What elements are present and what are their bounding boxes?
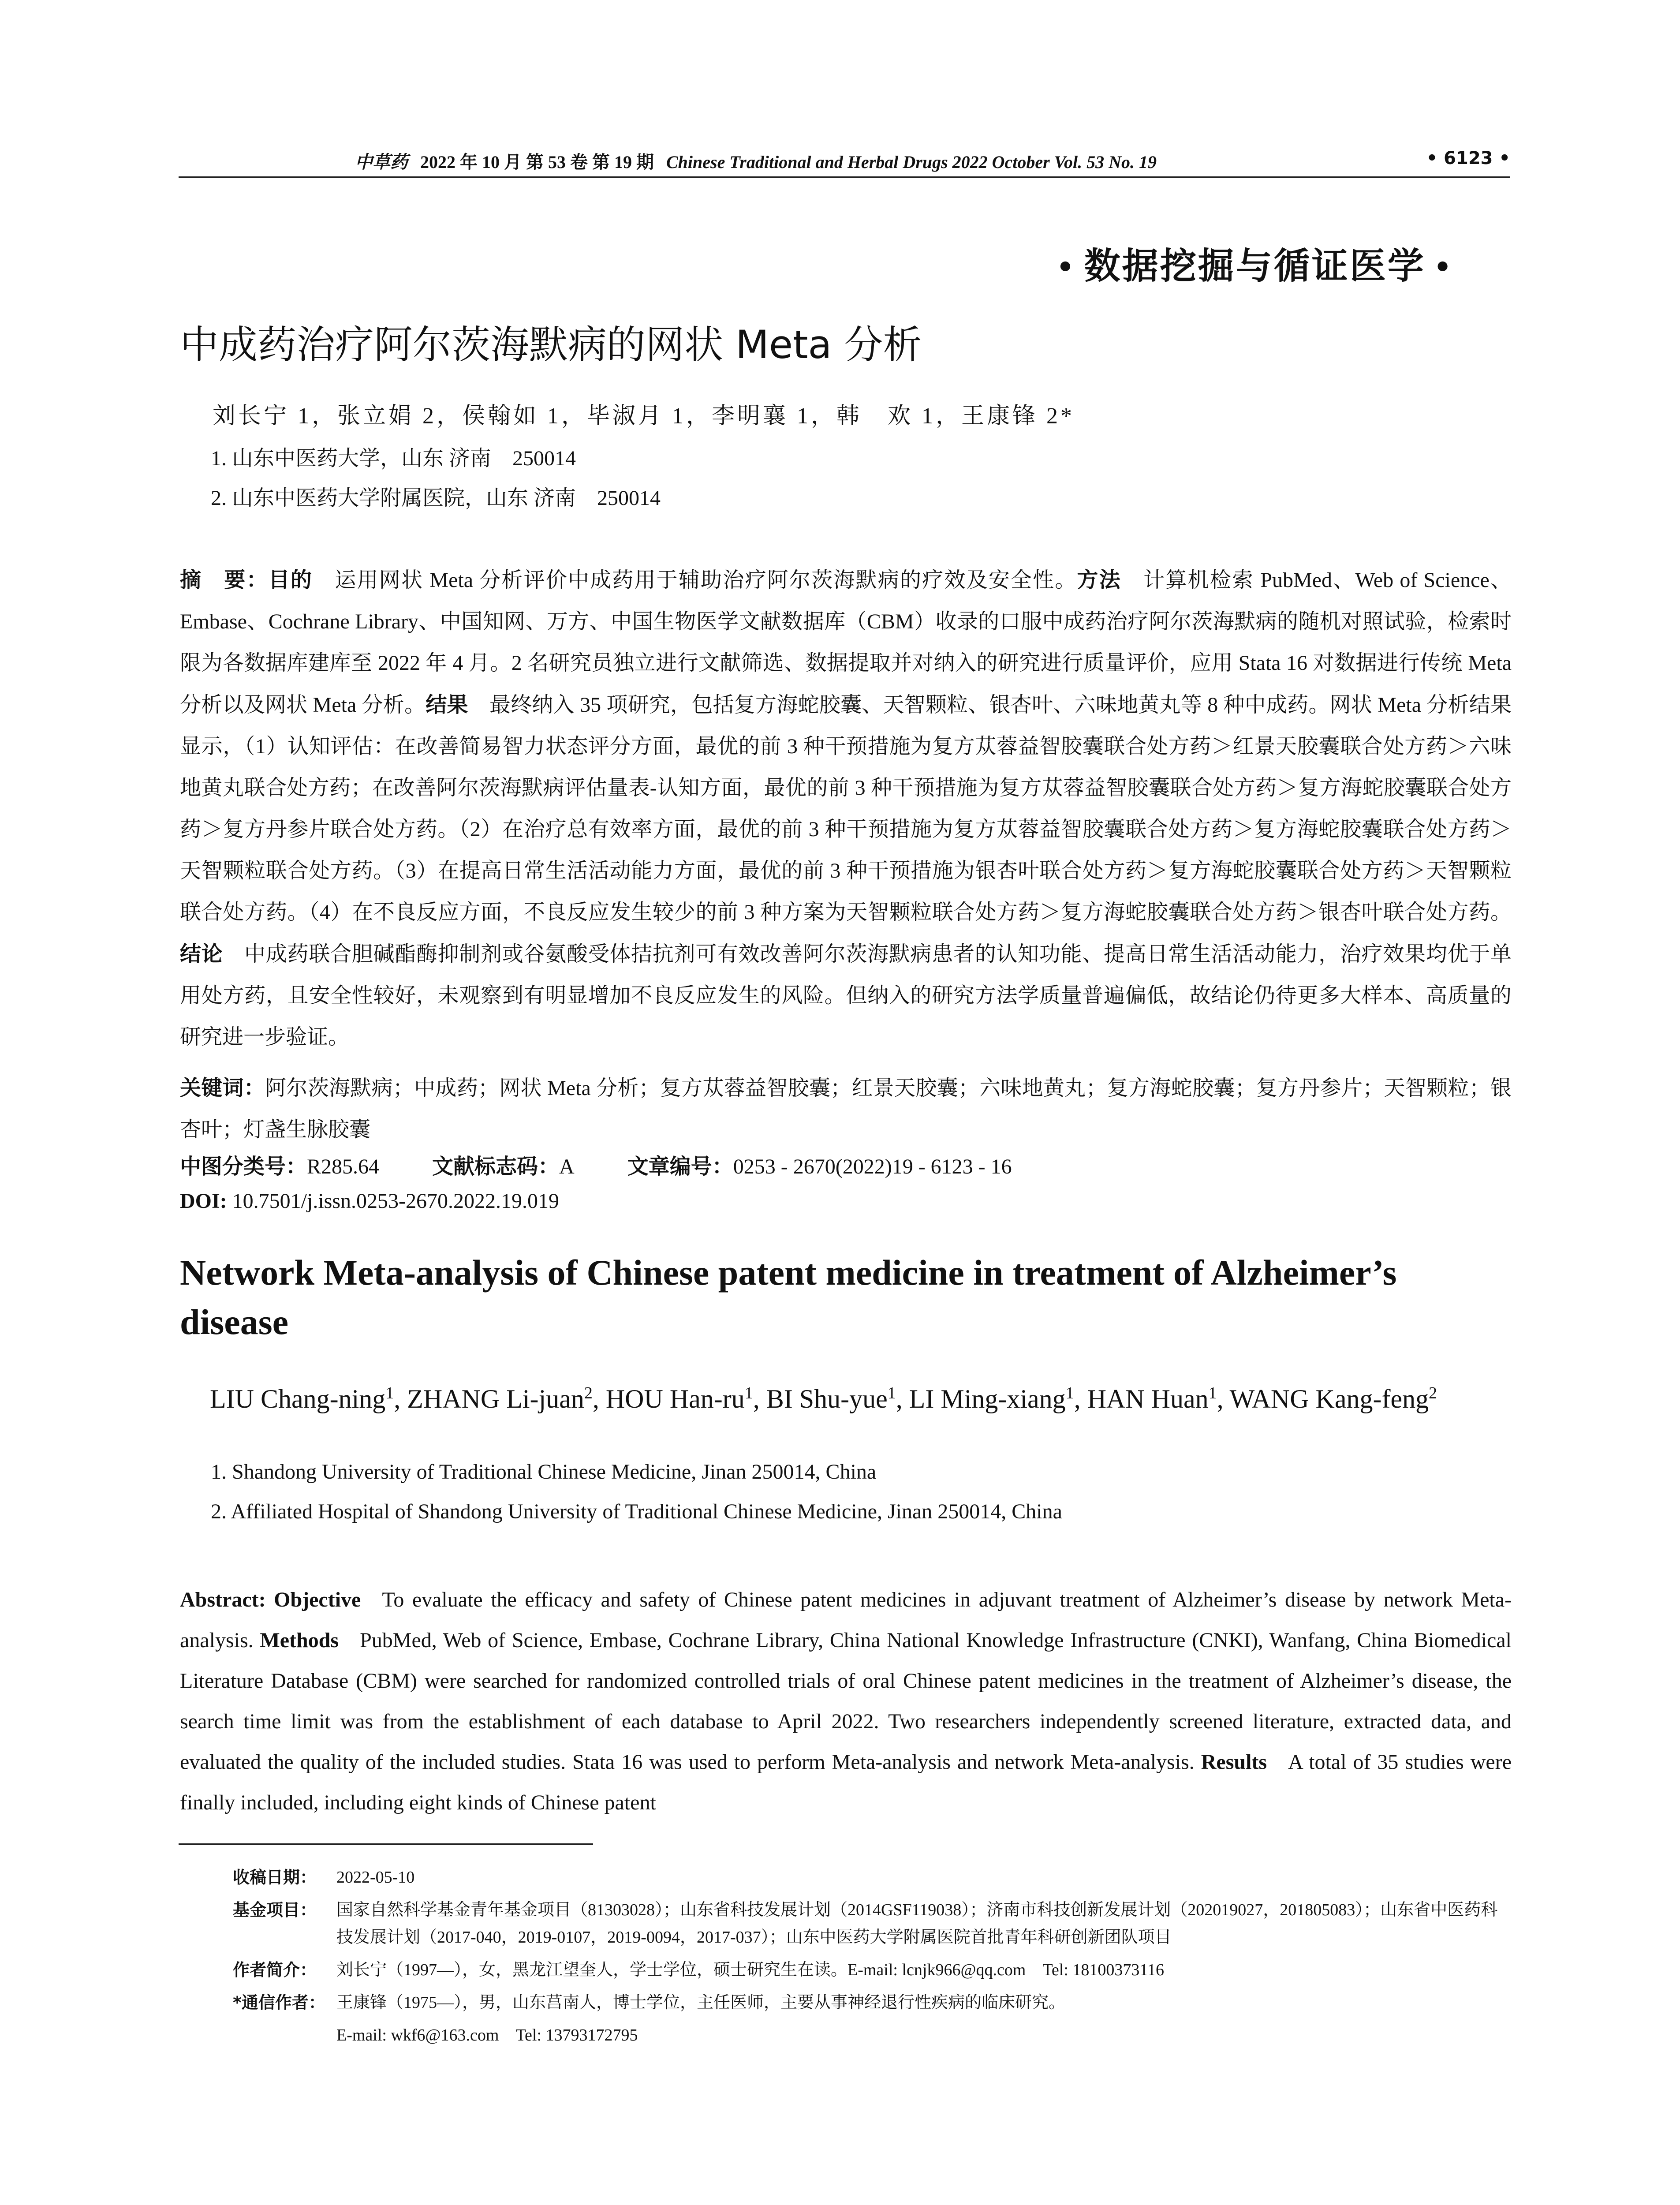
clc-label: 中图分类号：: [180, 1154, 307, 1179]
author-aff-mark: 1: [385, 1384, 394, 1402]
article-title-cn: 中成药治疗阿尔茨海默病的网状 Meta 分析: [180, 322, 922, 367]
journal-info-en: Chinese Traditional and Herbal Drugs 2022 October Vol. 53 No. 19: [666, 152, 1157, 172]
footnote-author-bio: [180, 1956, 1512, 1984]
doc-code-label: 文献标志码：: [432, 1154, 560, 1179]
conclusion-label-cn: 结论: [180, 942, 223, 966]
author-aff-mark: 1: [1208, 1384, 1217, 1402]
affiliation-cn-2: 2. 山东中医药大学附属医院，山东 济南 250014: [211, 486, 661, 510]
footnote-rule: [179, 1843, 593, 1845]
abstract-cn-label: 摘 要：: [180, 568, 269, 592]
results-label-cn: 结果: [426, 692, 468, 717]
keywords-text: 阿尔茨海默病；中成药；网状 Meta 分析；复方苁蓉益智胶囊；红景天胶囊；六味地黄丸；复方海蛇胶囊；复方丹参片；天智颗粒；银杏叶；灯盏生脉胶囊: [180, 1076, 1512, 1141]
methods-text-en: PubMed, Web of Science, Embase, Cochrane Library, China National Knowledge Infrastructure (CNKI), Wanfang, China Biomedical Literature Database (CBM) were searched for randomized controlled trials of oral Chinese patent medicines in the treatment of Alzheimer’s disease, the search time limit was from the establishment of each database to April 2022. Two researchers independently screened literature, extracted data, and evaluated the quality of the included studies. Stata 16 was used to perform Meta-analysis and network Meta-analysis.: [180, 1629, 1512, 1774]
author-aff-mark: 1: [744, 1384, 753, 1402]
objective-label-en: Objective: [274, 1588, 361, 1611]
author-aff-mark: 2: [1429, 1384, 1437, 1402]
author-en: LIU Chang-ning: [210, 1384, 386, 1413]
footnote-label: 收稿日期：: [233, 1868, 317, 1887]
footnotes: [180, 1864, 1512, 2054]
clc-value: R285.64: [307, 1155, 380, 1178]
affiliation-en-2: 2. Affiliated Hospital of Shandong University of Traditional Chinese Medicine, Jinan 250014, China: [211, 1500, 1062, 1523]
abstract-en-label: Abstract:: [180, 1588, 266, 1611]
footnote-label: *通信作者：: [233, 1993, 325, 2012]
affiliation-en-1: 1. Shandong University of Traditional Chinese Medicine, Jinan 250014, China: [211, 1460, 877, 1484]
classification-line: [180, 1149, 1012, 1180]
author-en: BI Shu-yue: [766, 1384, 888, 1413]
authors-cn: 刘长宁 1，张立娟 2，侯翰如 1，毕淑月 1，李明襄 1，韩 欢 1，王康锋 2*: [213, 404, 1075, 429]
running-header: [179, 140, 1510, 176]
footnote-label: 作者简介：: [233, 1960, 317, 1980]
author-en: WANG Kang-feng: [1229, 1384, 1429, 1413]
footnote-text: 王康锋（1975—），男，山东莒南人，博士学位，主任医师，主要从事神经退行性疾病的临床研究。: [336, 1993, 1066, 2012]
footnote-text: 刘长宁（1997—），女，黑龙江望奎人，学士学位，硕士研究生在读。E-mail: lcnjk966@qq.com Tel: 18100373116: [336, 1961, 1164, 1979]
running-header-left: [355, 148, 1157, 173]
author-aff-mark: 1: [1065, 1384, 1074, 1402]
issue-info-cn: 2022 年 10 月 第 53 卷 第 19 期: [420, 152, 654, 172]
author-en: ZHANG Li-juan: [407, 1384, 584, 1413]
article-number-label: 文章编号：: [627, 1154, 733, 1179]
results-text-en: A total of 35 studies were finally included, including eight kinds of Chinese patent: [180, 1750, 1512, 1814]
page-number: • 6123 •: [1426, 148, 1510, 168]
footnote-corresponding-contact: [180, 2022, 1512, 2049]
footnote-label: 基金项目：: [233, 1900, 317, 1920]
author-aff-mark: 1: [887, 1384, 896, 1402]
abstract-en: [180, 1580, 1512, 1823]
author-en: HAN Huan: [1087, 1384, 1209, 1413]
author-en: LI Ming-xiang: [909, 1384, 1066, 1413]
results-text-cn: 最终纳入 35 项研究，包括复方海蛇胶囊、天智颗粒、银杏叶、六味地黄丸等 8 种中成药。网状 Meta 分析结果显示，（1）认知评估：在改善简易智力状态评分方面，最优的前 3 种干预措施为复方苁蓉益智胶囊联合处方药＞红景天胶囊联合处方药＞六味地黄丸联合处方药；在改善阿尔茨海默病评估量表-认知方面，最优的前 3 种干预措施为复方苁蓉益智胶囊联合处方药＞复方海蛇胶囊联合处方药＞复方丹参片联合处方药。（2）在治疗总有效率方面，最优的前 3 种干预措施为复方苁蓉益智胶囊联合处方药＞复方海蛇胶囊联合处方药＞天智颗粒联合处方药。（3）在提高日常生活活动能力方面，最优的前 3 种干预措施为银杏叶联合处方药＞复方海蛇胶囊联合处方药＞天智颗粒联合处方药。（4）在不良反应方面，不良反应发生较少的前 3 种方案为天智颗粒联合处方药＞复方海蛇胶囊联合处方药＞银杏叶联合处方药。: [180, 693, 1512, 924]
objective-text-cn: 运用网状 Meta 分析评价中成药用于辅助治疗阿尔茨海默病的疗效及安全性。: [334, 568, 1077, 592]
footnote-received: [180, 1864, 1512, 1891]
author-en: HOU Han-ru: [605, 1384, 745, 1413]
objective-label-cn: 目的: [268, 568, 313, 592]
keywords-label: 关键词：: [180, 1076, 265, 1100]
doi-line: [180, 1189, 559, 1213]
abstract-cn: [180, 559, 1512, 1058]
methods-label-en: Methods: [260, 1629, 339, 1652]
conclusion-text-cn: 中成药联合胆碱酯酶抑制剂或谷氨酸受体拮抗剂可有效改善阿尔茨海默病患者的认知功能、提高日常生活活动能力，治疗效果均优于单用处方药，且安全性较好，未观察到有明显增加不良反应发生的风险。但纳入的研究方法学质量普遍偏低，故结论仍待更多大样本、高质量的研究进一步验证。: [180, 942, 1512, 1049]
footnote-text: 2022-05-10: [336, 1868, 415, 1887]
methods-label-cn: 方法: [1077, 568, 1121, 592]
doi-value: 10.7501/j.issn.0253-2670.2022.19.019: [232, 1189, 560, 1213]
footnote-text: 国家自然科学基金青年基金项目（81303028）；山东省科技发展计划（2014GSF119038）；济南市科技创新发展计划（202019027，201805083）；山东省中医药科技发展计划（2017-040，2019-0107，2019-0094，2017-037）；山东中医药大学附属医院首批青年科研创新团队项目: [336, 1901, 1498, 1947]
section-tag: • 数据挖掘与循证医学 •: [1059, 246, 1451, 286]
journal-name-cn: 中草药: [355, 152, 408, 172]
footnote-corresponding: [180, 1989, 1512, 2016]
keywords-cn: [180, 1067, 1512, 1151]
methods-text-cn: 计算机检索 PubMed、Web of Science、Embase、Cochrane Library、中国知网、万方、中国生物医学文献数据库（CBM）收录的口服中成药治疗阿尔茨海默病的随机对照试验，检索时限为各数据库建库至 2022 年 4 月。2 名研究员独立进行文献筛选、数据提取并对纳入的研究进行质量评价，应用 Stata 16 对数据进行传统 Meta 分析以及网状 Meta 分析。: [180, 568, 1512, 717]
header-rule: [179, 176, 1510, 178]
objective-text-en: To evaluate the efficacy and safety of Chinese patent medicines in adjuvant treatment of Alzheimer’s disease by network Meta-analysis.: [180, 1588, 1512, 1652]
results-label-en: Results: [1201, 1750, 1267, 1774]
doc-code-value: A: [559, 1155, 575, 1178]
footnote-text: E-mail: wkf6@163.com Tel: 13793172795: [336, 2026, 638, 2044]
article-number-value: 0253 - 2670(2022)19 - 6123 - 16: [733, 1155, 1012, 1178]
article-title-en: Network Meta-analysis of Chinese patent medicine in treatment of Alzheimer’s disease: [180, 1252, 1397, 1342]
authors-en: LIU Chang-ning$^1$, ZHANG Li-juan$^2$, HOU Han-$ru^1$, BI Shu-yue$^1$, LI Ming-xiang$^1$, HAN Huan$^1$, WANG Kang-feng$^2$: [210, 1384, 1437, 1413]
affiliation-cn-1: 1. 山东中医药大学，山东 济南 250014: [211, 447, 576, 470]
author-aff-mark: 2: [584, 1384, 593, 1402]
doi-label: DOI:: [180, 1189, 227, 1213]
footnote-funding: [180, 1896, 1512, 1951]
